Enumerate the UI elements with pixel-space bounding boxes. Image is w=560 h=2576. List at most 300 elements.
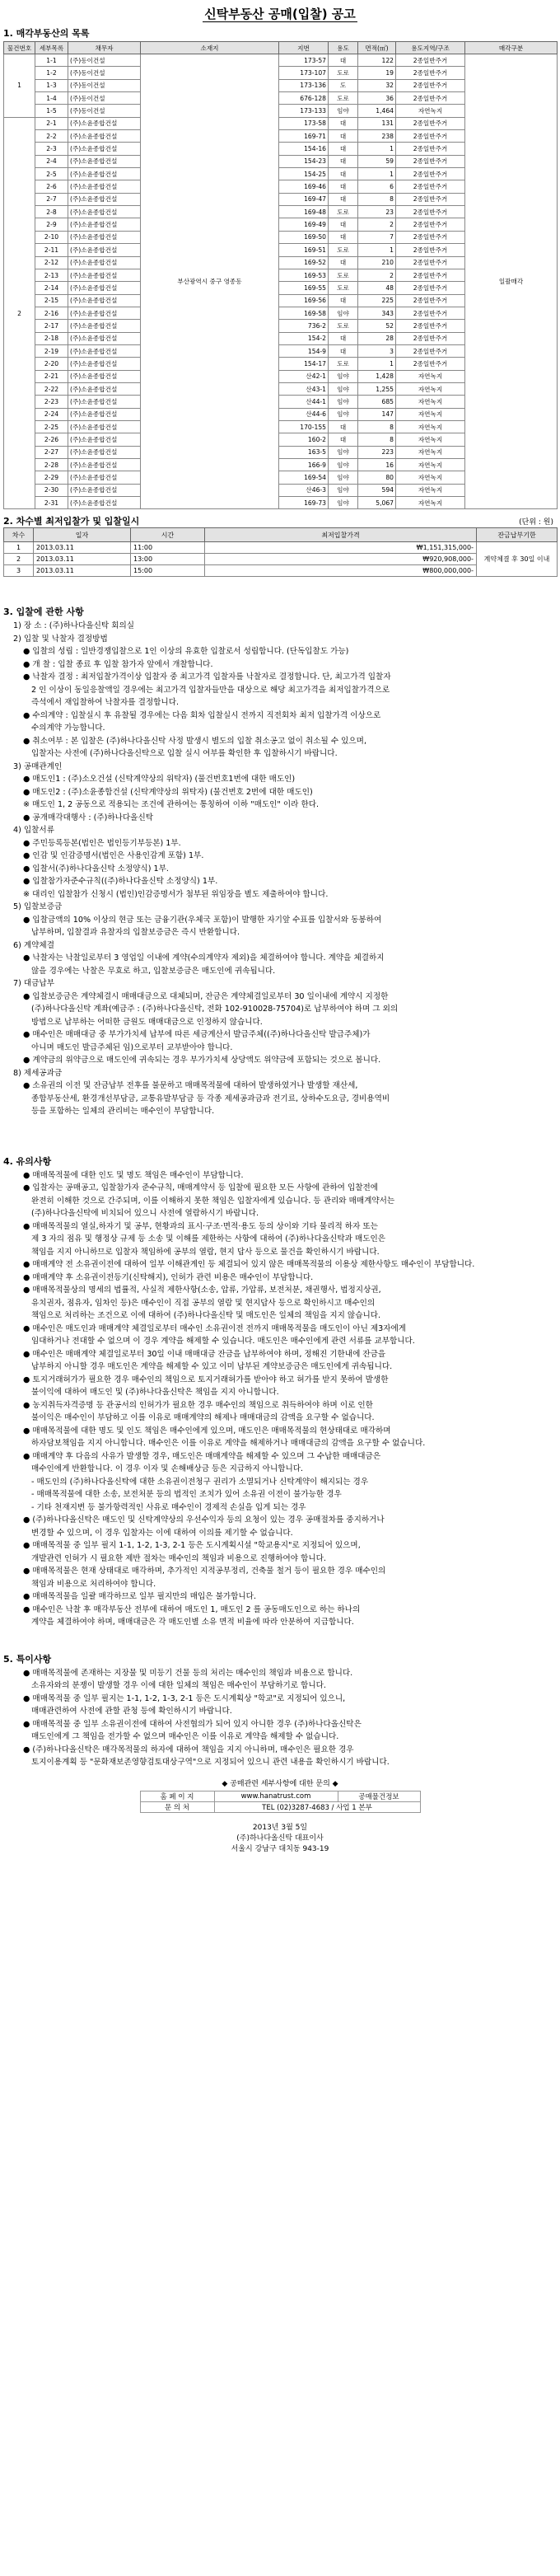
body-line: 변경할 수 있으며, 이 경우 입찰자는 이에 대하여 이의를 제기할 수 없습니다. xyxy=(31,1528,293,1538)
zoning: 자연녹지 xyxy=(396,105,465,117)
debtor: (주)소윤종합건설 xyxy=(68,370,141,382)
lot-number: 169-47 xyxy=(279,193,329,205)
land-use: 대 xyxy=(329,344,358,357)
sale-type: 일괄매각 xyxy=(465,54,558,509)
body-line: 아니며 매도인 발급주체된 임)으로부터 교부받아야 합니다. xyxy=(31,1042,233,1052)
debtor: (주)동이건설 xyxy=(68,67,141,79)
debtor: (주)소윤종합건설 xyxy=(68,206,141,218)
body-line: ● 낙찰자 결정 : 최저입찰가격이상 입찰자 중 최고가격 입찰자를 낙찰자로 결정합니다. 단, 최고가격 입찰자 xyxy=(23,672,391,682)
sub-item: 1-3 xyxy=(35,79,68,91)
col-header: 지번 xyxy=(279,42,329,54)
section1-heading: 1. 매각부동산의 목록 xyxy=(3,28,90,39)
sub-item: 2-13 xyxy=(35,269,68,281)
land-use: 대 xyxy=(329,332,358,344)
body-line: ● 공개매각대행사 : (주)하나다올신탁 xyxy=(23,813,153,822)
zoning: 2종일반주거 xyxy=(396,168,465,180)
area: 1 xyxy=(358,244,396,256)
sub-item: 2-18 xyxy=(35,332,68,344)
land-use: 임야 xyxy=(329,382,358,395)
debtor: (주)소윤종합건설 xyxy=(68,408,141,420)
lot-number: 173-58 xyxy=(279,117,329,129)
sub-item: 2-21 xyxy=(35,370,68,382)
body-line: 2 인 이상이 동일응찰액일 경우에는 최고가격 입찰자들만을 대상으로 해당 최고가격을 최저입찰가격으로 xyxy=(31,685,390,695)
lot-number: 169-58 xyxy=(279,307,329,319)
lot-number: 154-9 xyxy=(279,344,329,357)
body-line: ● 주민등록등본(법인은 법인등기부등본) 1부. xyxy=(23,838,181,848)
area: 16 xyxy=(358,459,396,471)
land-use: 도로 xyxy=(329,320,358,332)
zoning: 2종일반주거 xyxy=(396,54,465,67)
land-use: 대 xyxy=(329,231,358,243)
body-line: 7) 대금납부 xyxy=(13,979,54,989)
debtor: (주)소윤종합건설 xyxy=(68,446,141,458)
zoning: 2종일반주거 xyxy=(396,143,465,155)
lot-number: 160-2 xyxy=(279,433,329,446)
col-header: 시간 xyxy=(131,528,205,542)
land-use: 대 xyxy=(329,420,358,433)
body-line: ● 매도인1 : (주)소오건설 (신탁계약상의 위탁자) (물건번호1번에 대한 매도인) xyxy=(23,775,296,785)
land-use: 도로 xyxy=(329,244,358,256)
bid-time: 15:00 xyxy=(131,565,205,577)
zoning: 2종일반주거 xyxy=(396,231,465,243)
debtor: (주)소윤종합건설 xyxy=(68,143,141,155)
body-line: 토지이용계획 등 "문화재보존영향검토대상구역"으로 지정되어 있으니 관련 내용을 확인하시기 바랍니다. xyxy=(31,1758,390,1768)
land-use: 도로 xyxy=(329,282,358,294)
debtor: (주)소윤종합건설 xyxy=(68,244,141,256)
land-use: 대 xyxy=(329,168,358,180)
body-line: ● 매매목적물을 일괄 매각하므로 일부 필지만의 매입은 불가합니다. xyxy=(23,1592,256,1602)
homepage-label: 홈 페 이 지 xyxy=(140,1791,214,1801)
property-table-body xyxy=(4,54,558,509)
debtor: (주)소윤종합건설 xyxy=(68,420,141,433)
zoning: 2종일반주거 xyxy=(396,79,465,91)
bid-row xyxy=(4,554,558,565)
zoning: 2종일반주거 xyxy=(396,117,465,129)
item-number: 1 xyxy=(4,54,35,118)
zoning: 자연녹지 xyxy=(396,408,465,420)
area: 1,255 xyxy=(358,382,396,395)
body-line: ● 입찰금액의 10% 이상의 현금 또는 금융기관(우체국 포함)이 발행한 자기앞 수표를 입찰서와 동봉하여 xyxy=(23,915,382,925)
body-line: ● 토지거래허가가 필요한 경우 매수인의 책임으로 토지거래허가를 받아야 하고 허가를 받지 못하여 발생한 xyxy=(23,1375,389,1384)
body-line: 불이익에 대하여 매도인 및 (주)하나다올신탁은 책임을 지지 아니합니다. xyxy=(31,1388,279,1398)
body-line: ● 매매계약 후 소유권이전등기(신탁해지), 인허가 관련 비용은 매수인이 부담합니다. xyxy=(23,1272,314,1282)
zoning: 자연녹지 xyxy=(396,459,465,471)
debtor: (주)소윤종합건설 xyxy=(68,155,141,167)
sub-item: 2-8 xyxy=(35,206,68,218)
footer-address: 서울시 강남구 대치동 943-19 xyxy=(231,1844,329,1853)
sub-item: 2-11 xyxy=(35,244,68,256)
area: 48 xyxy=(358,282,396,294)
contact-table xyxy=(140,1791,421,1813)
land-use: 도로 xyxy=(329,67,358,79)
body-line: ● (주)하나다올신탁은 매도인 및 신탁계약상의 우선수익자 등의 요청이 있는 경우 공매절차를 중지하거나 xyxy=(23,1515,385,1525)
lot-number: 173-57 xyxy=(279,54,329,67)
bid-row xyxy=(4,542,558,554)
body-line: 매매관련하여 사전에 관할 관청 등에 확인하시기 바랍니다. xyxy=(31,1707,232,1717)
zoning: 2종일반주거 xyxy=(396,344,465,357)
body-line: ● 매매목적물의 열실,하자기 및 공부, 현황과의 표시·구조·면적·용도 등의 상이와 기타 물리적 하자 또는 xyxy=(23,1221,378,1231)
sub-item: 2-25 xyxy=(35,420,68,433)
area: 3 xyxy=(358,344,396,357)
zoning: 2종일반주거 xyxy=(396,180,465,193)
property-table xyxy=(3,41,558,509)
area: 28 xyxy=(358,332,396,344)
body-line: ● 입찰보증금은 계약체결시 매매대금으로 대체되며, 잔금은 계약체결일로부터 30 일이내에 계약시 지정한 xyxy=(23,991,389,1001)
zoning: 2종일반주거 xyxy=(396,320,465,332)
debtor: (주)소윤종합건설 xyxy=(68,497,141,509)
lot-number: 169-71 xyxy=(279,130,329,143)
area: 1 xyxy=(358,168,396,180)
round-no: 1 xyxy=(4,542,34,554)
area: 59 xyxy=(358,155,396,167)
section4-body xyxy=(0,1169,560,1629)
col-header: 물건번호 xyxy=(4,42,35,54)
lot-number: 169-53 xyxy=(279,269,329,281)
item-number: 2 xyxy=(4,117,35,509)
min-price: ₩1,151,315,000- xyxy=(205,542,477,554)
debtor: (주)동이건설 xyxy=(68,79,141,91)
lot-number: 산44-1 xyxy=(279,396,329,408)
zoning: 2종일반주거 xyxy=(396,332,465,344)
col-header: 일자 xyxy=(34,528,131,542)
lot-number: 산44-6 xyxy=(279,408,329,420)
land-use: 도로 xyxy=(329,206,358,218)
zoning: 자연녹지 xyxy=(396,370,465,382)
col-header: 세부목록 xyxy=(35,42,68,54)
area: 8 xyxy=(358,420,396,433)
sub-item: 2-22 xyxy=(35,382,68,395)
footer-company: (주)하나다올신탁 대표이사 xyxy=(236,1834,324,1843)
body-line: ● 낙찰자는 낙찰일로부터 3 영업일 이내에 계약(수의계약자 제외)을 체결하여야 합니다. 계약을 체결하지 xyxy=(23,953,385,963)
bid-time: 11:00 xyxy=(131,542,205,554)
zoning: 자연녹지 xyxy=(396,433,465,446)
body-line: ● 매매계약 전 소유권이전에 대하여 일부 이해관계인 등 체결되어 있지 않은 매매목적물의 이용상 제한사항도 매수인이 부담합니다. xyxy=(23,1260,475,1270)
body-line: 수의계약 가능합니다. xyxy=(31,724,105,733)
land-use: 임야 xyxy=(329,471,358,484)
lot-number: 산42-1 xyxy=(279,370,329,382)
debtor: (주)소윤종합건설 xyxy=(68,332,141,344)
body-line: ● 매수인은 매매계약 체결일로부터 30일 이내 매매대금 잔금을 납부하여야 하며, 정해진 기한내에 잔금을 xyxy=(23,1349,386,1359)
round-no: 2 xyxy=(4,554,34,565)
debtor: (주)소윤종합건설 xyxy=(68,256,141,269)
lot-number: 154-17 xyxy=(279,358,329,370)
land-use: 임야 xyxy=(329,370,358,382)
footer xyxy=(0,1823,560,1855)
area: 80 xyxy=(358,471,396,484)
section5-body xyxy=(0,1667,560,1769)
body-line: ● 농지취득자격증명 등 관공서의 인허가가 필요한 경우 매수인의 책임으로 취득하여야 하며 이로 인한 xyxy=(23,1400,373,1410)
body-line: ● 입찰자는 공매공고, 입찰참가자 준수규칙, 매매계약서 등 입찰에 필요한 모든 사항에 관하여 입찰전에 xyxy=(23,1183,379,1193)
lot-number: 169-55 xyxy=(279,282,329,294)
lot-number: 736-2 xyxy=(279,320,329,332)
body-line: ※ 매도인 1, 2 공동으로 적용되는 조건에 관하여는 통칭하여 이하 "매도인" 이라 한다. xyxy=(23,800,320,810)
zoning: 2종일반주거 xyxy=(396,294,465,307)
debtor: (주)소윤종합건설 xyxy=(68,358,141,370)
sub-item: 2-6 xyxy=(35,180,68,193)
debtor: (주)소윤종합건설 xyxy=(68,320,141,332)
sub-item: 2-7 xyxy=(35,193,68,205)
sub-item: 2-29 xyxy=(35,471,68,484)
sub-item: 2-31 xyxy=(35,497,68,509)
land-use: 임야 xyxy=(329,105,358,117)
section5-heading: 5. 특이사항 xyxy=(3,1653,52,1665)
land-use: 대 xyxy=(329,294,358,307)
body-line: ● 수의계약 : 입찰실시 후 유찰될 경우에는 다음 회차 입찰실시 전까지 직전회차 최저 입찰가격 이상으로 xyxy=(23,710,381,720)
debtor: (주)동이건설 xyxy=(68,92,141,105)
sub-item: 2-16 xyxy=(35,307,68,319)
body-line: ● 매매목적물 중 일부 필지는 1-1, 1-2, 1-3, 2-1 등은 도시계획상 "학교"로 지정되어 있으니, xyxy=(23,1693,346,1703)
sub-item: 1-4 xyxy=(35,92,68,105)
lot-number: 169-51 xyxy=(279,244,329,256)
body-line: 계약을 체결하여야 하며, 매매대금은 각 매도인별 소유 면적 비율에 따라 안분하여 지급합니다. xyxy=(31,1618,354,1628)
lot-number: 173-133 xyxy=(279,105,329,117)
homepage-link[interactable]: www.hanatrust.com xyxy=(214,1791,338,1801)
zoning: 자연녹지 xyxy=(396,484,465,496)
lot-number: 169-56 xyxy=(279,294,329,307)
body-line: 3) 공매관계인 xyxy=(13,761,63,771)
area: 1 xyxy=(358,143,396,155)
sub-item: 2-19 xyxy=(35,344,68,357)
area: 7 xyxy=(358,231,396,243)
body-line: 종합부동산세, 환경개선부담금, 교통유발부담금 등 각종 제세공과금과 전기료, 상하수도요금, 경비용역비 xyxy=(31,1094,390,1103)
body-line: ● 입찰서(주)하나다올신탁 소정양식) 1부. xyxy=(23,864,169,873)
lot-number: 산43-1 xyxy=(279,382,329,395)
lot-number: 166-9 xyxy=(279,459,329,471)
land-use: 도로 xyxy=(329,358,358,370)
zoning: 2종일반주거 xyxy=(396,269,465,281)
body-line: 책임을 지지 아니하므로 입찰자 책임하에 공부의 열람, 현지 답사 등으로 물건을 확인하시기 바랍니다. xyxy=(31,1247,380,1257)
area: 2 xyxy=(358,269,396,281)
body-line: ● 매매목적물은 현재 상태대로 매각하며, 추가적인 지적공부정리, 건축물 철거 등이 필요한 경우 매수인의 xyxy=(23,1567,386,1576)
property-table-header xyxy=(4,42,558,54)
property-info-link[interactable]: 공매물건정보 xyxy=(338,1791,420,1801)
debtor: (주)소윤종합건설 xyxy=(68,168,141,180)
body-line: ● 매수인은 매매대금 중 부가가치세 납부에 따른 세금계산서 발급주체((주)하나다올신탁 발급주체)가 xyxy=(23,1030,371,1040)
land-use: 대 xyxy=(329,256,358,269)
section4-heading: 4. 유의사항 xyxy=(3,1155,52,1167)
body-line: ● 매매목적물상의 명세의 법률적, 사실적 제한사항(소송, 압류, 가압류, 보전처분, 채권행사, 법정지상권, xyxy=(23,1286,381,1295)
sub-item: 2-17 xyxy=(35,320,68,332)
zoning: 자연녹지 xyxy=(396,471,465,484)
zoning: 2종일반주거 xyxy=(396,256,465,269)
body-line: 완전히 이해한 것으로 간주되며, 이를 이해하지 못한 책임은 입찰자에게 있습니다. 등 관리와 매매계약서는 xyxy=(31,1196,395,1206)
body-line: ● 매매목적물에 대한 명도 및 인도 책임은 매수인에게 있으며, 매도인은 매매목적물의 현상태대로 매각하며 xyxy=(23,1426,391,1436)
land-use: 대 xyxy=(329,130,358,143)
lot-number: 154-23 xyxy=(279,155,329,167)
area: 685 xyxy=(358,396,396,408)
area: 147 xyxy=(358,408,396,420)
debtor: (주)소윤종합건설 xyxy=(68,269,141,281)
debtor: (주)소윤종합건설 xyxy=(68,117,141,129)
area: 225 xyxy=(358,294,396,307)
area: 5,067 xyxy=(358,497,396,509)
body-line: 8) 제세공과금 xyxy=(13,1068,63,1078)
area: 131 xyxy=(358,117,396,129)
debtor: (주)소윤종합건설 xyxy=(68,193,141,205)
zoning: 자연녹지 xyxy=(396,497,465,509)
body-line: - 매도인의 (주)하나다올신탁에 대한 소유권이전청구 권리가 소멸되거나 신탁계약이 해지되는 경우 xyxy=(31,1477,369,1487)
min-price: ₩920,908,000- xyxy=(205,554,477,565)
body-line: ● 매매목적물 중 일부 필지 1-1, 1-2, 1-3, 2-1 등은 도시계획시설 "학교용지"로 지정되어 있으며, xyxy=(23,1541,361,1551)
body-line: - 매매목적물에 대한 소송, 보전처분 등의 법적인 조치가 있어 소유권 이전이 불가능한 경우 xyxy=(31,1490,342,1500)
debtor: (주)소윤종합건설 xyxy=(68,382,141,395)
land-use: 임야 xyxy=(329,497,358,509)
page-title: 신탁부동산 공매(입찰) 공고 xyxy=(204,7,356,21)
sub-item: 2-14 xyxy=(35,282,68,294)
land-use: 도로 xyxy=(329,269,358,281)
body-line: (주)하나다올신탁 계좌(예금주 : (주)하나다올신탁, 전화 102-910028-75704)로 납부하여야 하며 그 외의 xyxy=(31,1005,399,1014)
debtor: (주)소윤종합건설 xyxy=(68,130,141,143)
zoning: 2종일반주거 xyxy=(396,206,465,218)
bid-date: 2013.03.11 xyxy=(34,565,131,577)
zoning: 자연녹지 xyxy=(396,396,465,408)
lot-number: 169-49 xyxy=(279,218,329,231)
sub-item: 2-12 xyxy=(35,256,68,269)
col-header: 용도 xyxy=(329,42,358,54)
area: 23 xyxy=(358,206,396,218)
body-line: 불이익은 매수인이 부담하고 이를 이유로 매매계약의 해제나 매매대금의 감액을 요구할 수 없습니다. xyxy=(31,1413,375,1423)
area: 1,464 xyxy=(358,105,396,117)
section3-heading: 3. 입찰에 관한 사항 xyxy=(3,607,84,618)
zoning: 2종일반주거 xyxy=(396,244,465,256)
lot-number: 173-136 xyxy=(279,79,329,91)
zoning: 자연녹지 xyxy=(396,382,465,395)
sub-item: 2-23 xyxy=(35,396,68,408)
inquiry-label: 문 의 처 xyxy=(140,1801,214,1812)
body-line: ● 개 찰 : 입찰 종료 후 입찰 참가자 앞에서 개찰합니다. xyxy=(23,659,213,669)
debtor: (주)소윤종합건설 xyxy=(68,471,141,484)
area: 594 xyxy=(358,484,396,496)
bid-row xyxy=(4,565,558,577)
sub-item: 2-20 xyxy=(35,358,68,370)
lot-number: 169-54 xyxy=(279,471,329,484)
zoning: 2종일반주거 xyxy=(396,67,465,79)
sub-item: 2-15 xyxy=(35,294,68,307)
body-line: 즉석에서 재입찰하여 낙찰자를 결정합니다. xyxy=(31,698,180,708)
table-row xyxy=(4,54,558,67)
body-line: 등을 포함하는 일체의 관리비는 매수인이 부담합니다. xyxy=(31,1107,215,1117)
col-header: 매각구분 xyxy=(465,42,558,54)
body-line: 납부하며, 입찰결과 유찰자의 입찰보증금은 즉시 반환합니다. xyxy=(31,928,240,938)
lot-number: 169-50 xyxy=(279,231,329,243)
body-line: ● 입찰의 성립 : 일반경쟁입찰으로 1인 이상의 유효한 입찰로서 성립합니다. (단독입찰도 가능) xyxy=(23,647,349,657)
debtor: (주)소윤종합건설 xyxy=(68,344,141,357)
body-line: ※ 대리인 입찰참가 신청시 (법인)인감증명서가 첨부된 위임장을 별도 제출하여야 합니다. xyxy=(23,889,329,899)
body-line: 6) 계약체결 xyxy=(13,940,54,950)
body-line: ● 계약금의 위약금으로 매도인에 귀속되는 경우 부가가치세 상당액도 위약금에 포함되는 것으로 봅니다. xyxy=(23,1056,381,1066)
lot-number: 173-107 xyxy=(279,67,329,79)
body-line: ● 소유권의 이전 및 잔금납부 전후를 불문하고 매매목적물에 대하여 발생하였거나 발생할 재산세, xyxy=(23,1081,358,1091)
col-header: 차수 xyxy=(4,528,34,542)
area: 122 xyxy=(358,54,396,67)
zoning: 자연녹지 xyxy=(396,446,465,458)
zoning: 2종일반주거 xyxy=(396,218,465,231)
unit-label: (단위 : 원) xyxy=(519,518,553,527)
bid-schedule-table xyxy=(3,527,558,577)
sub-item: 2-10 xyxy=(35,231,68,243)
footer-date: 2013년 3월 5일 xyxy=(252,1823,308,1832)
body-line: 방법으로 납부하는 어떠한 금원도 매매대금으로 인정하지 않습니다. xyxy=(31,1017,263,1027)
sub-item: 1-2 xyxy=(35,67,68,79)
body-line: 하자담보책임을 지지 아니합니다. 매수인은 이를 이유로 계약을 해제하거나 매매대금의 감액을 요구할 수 없습니다. xyxy=(31,1439,426,1449)
lot-number: 169-73 xyxy=(279,497,329,509)
body-line: 매도인에게 그 책임을 전가할 수 없으며 매수인은 이를 이유로 계약을 해제할 수 없습니다. xyxy=(31,1732,339,1742)
lot-number: 154-2 xyxy=(279,332,329,344)
area: 223 xyxy=(358,446,396,458)
col-header: 소재지 xyxy=(141,42,279,54)
sub-item: 2-9 xyxy=(35,218,68,231)
body-line: 5) 입찰보증금 xyxy=(13,902,63,912)
debtor: (주)소윤종합건설 xyxy=(68,294,141,307)
lot-number: 163-5 xyxy=(279,446,329,458)
zoning: 2종일반주거 xyxy=(396,282,465,294)
body-line: ● 인감 및 인감증명서(법인은 사용인감계 포함) 1부. xyxy=(23,851,204,861)
address: 부산광역시 중구 영종동 xyxy=(141,54,279,509)
debtor: (주)동이건설 xyxy=(68,105,141,117)
section2-heading: 2. 차수별 최저입찰가 및 입찰일시 xyxy=(3,516,140,527)
lot-number: 676-128 xyxy=(279,92,329,105)
area: 32 xyxy=(358,79,396,91)
body-line: 소유자와의 분쟁이 발생할 경우 이에 대한 일체의 책임은 매수인이 부담하기로 합니다. xyxy=(31,1681,326,1691)
debtor: (주)소윤종합건설 xyxy=(68,433,141,446)
area: 8 xyxy=(358,193,396,205)
bid-time: 13:00 xyxy=(131,554,205,565)
debtor: (주)소윤종합건설 xyxy=(68,459,141,471)
section2-header-row xyxy=(0,509,560,527)
lot-number: 154-16 xyxy=(279,143,329,155)
debtor: (주)소윤종합건설 xyxy=(68,218,141,231)
area: 343 xyxy=(358,307,396,319)
sub-item: 2-30 xyxy=(35,484,68,496)
zoning: 2종일반주거 xyxy=(396,193,465,205)
sub-item: 2-4 xyxy=(35,155,68,167)
zoning: 자연녹지 xyxy=(396,420,465,433)
body-line: ● 취소여부 : 본 입찰은 (주)하나다올신탁 사정 발생시 별도의 입찰 취소공고 없이 취소될 수 있으며, xyxy=(23,736,366,746)
body-line: ● 입찰참가자준수규칙((주)하나다올신탁 소정양식) 1부. xyxy=(23,877,218,887)
body-line: 납부하지 아니할 경우 매도인은 계약을 해제할 수 있고 이미 납부된 계약보증금은 매도인에게 귀속됩니다. xyxy=(31,1362,393,1372)
body-line: ● 매매목적물에 대한 인도 및 명도 책임은 매수인이 부담합니다. xyxy=(23,1170,244,1180)
body-line: 2) 입찰 및 낙찰자 결정방법 xyxy=(13,634,108,644)
land-use: 도로 xyxy=(329,92,358,105)
body-line: 개발관련 인허가 시 필요한 제반 절차는 매수인의 책임과 비용으로 진행하여야 합니다. xyxy=(31,1553,326,1563)
land-use: 임야 xyxy=(329,408,358,420)
body-line: 책임과 비용으로 처리하여야 합니다. xyxy=(31,1579,156,1589)
area: 52 xyxy=(358,320,396,332)
col-header: 용도지역/구조 xyxy=(396,42,465,54)
lot-number: 169-52 xyxy=(279,256,329,269)
area: 1 xyxy=(358,358,396,370)
body-line: 1) 장 소 : (주)하나다올신탁 회의실 xyxy=(13,621,135,631)
sub-item: 2-5 xyxy=(35,168,68,180)
body-line: ● 매매목적물 중 일부 소유권이전에 대하여 사전협의가 되어 있지 아니한 경우 (주)하나다올신탁은 xyxy=(23,1719,362,1729)
zoning: 2종일반주거 xyxy=(396,358,465,370)
sub-item: 2-3 xyxy=(35,143,68,155)
land-use: 대 xyxy=(329,143,358,155)
bid-date: 2013.03.11 xyxy=(34,554,131,565)
land-use: 임야 xyxy=(329,484,358,496)
body-line: 입찰자는 사전에 (주)하나다올신탁으로 입찰 실시 여부를 확인한 후 입찰하시기 바랍니다. xyxy=(31,749,338,759)
body-line: ● 매수인은 매도인과 매매계약 체결일로부터 매수인 소유권이전 전까지 매매목적물을 매도인이 아닌 제3자에게 xyxy=(23,1323,407,1333)
land-use: 도 xyxy=(329,79,358,91)
debtor: (주)소윤종합건설 xyxy=(68,484,141,496)
body-line: 매수인에게 반환합니다. 이 경우 이자 및 손해배상금 등은 지급하지 아니합니다. xyxy=(31,1464,304,1474)
land-use: 대 xyxy=(329,117,358,129)
min-price: ₩800,000,000- xyxy=(205,565,477,577)
body-line: 제 3 자의 점유 및 행정상 규제 등 소송 및 이해를 제한하는 사항에 대하여 (주)하나다올신탁과 매도인은 xyxy=(31,1234,386,1244)
sub-item: 2-28 xyxy=(35,459,68,471)
col-header: 잔금납부기한 xyxy=(477,528,558,542)
body-line: 책임으로 처리하는 조건으로 이에 대하여 (주)하나다올신탁 및 매도인은 일체의 책임을 지지 않습니다. xyxy=(31,1311,381,1321)
